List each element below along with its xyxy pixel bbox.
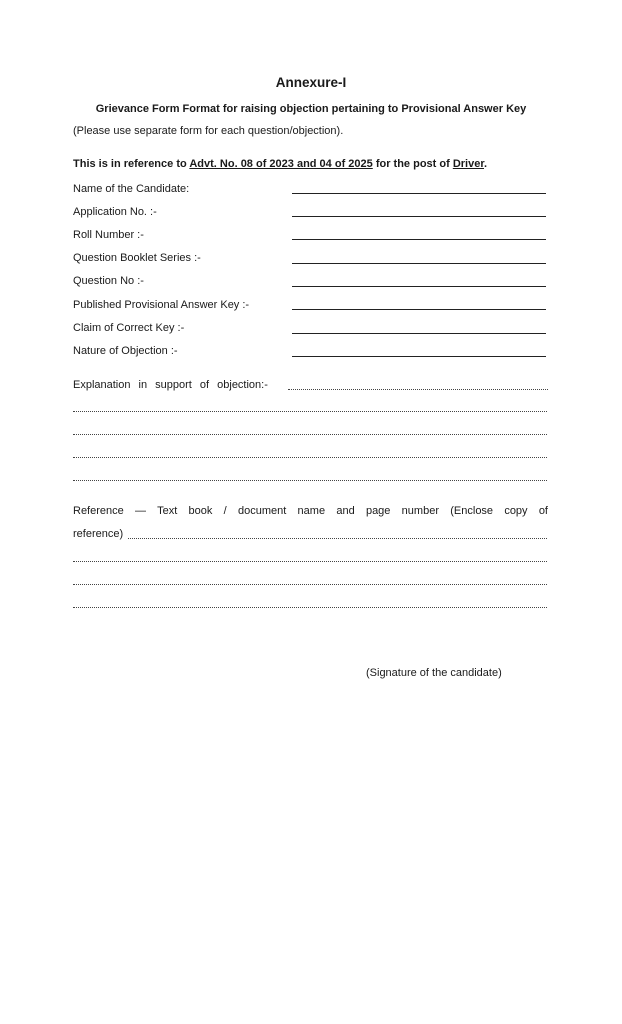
field-label-correct-key: Claim of Correct Key :- (73, 322, 185, 334)
reference-prefix: This is in reference to (73, 158, 190, 170)
reference-line-3[interactable] (73, 584, 547, 585)
explanation-line-3[interactable] (73, 434, 547, 435)
field-label-nature-objection: Nature of Objection :- (73, 345, 178, 357)
reference-line-4[interactable] (73, 607, 547, 608)
field-line-candidate-name[interactable] (292, 193, 546, 194)
post-name: Driver (452, 158, 485, 170)
explanation-line-2[interactable] (73, 411, 547, 412)
explanation-line-5[interactable] (73, 480, 547, 481)
reference-suffix: . (484, 158, 488, 170)
reference-statement (73, 158, 487, 170)
field-label-booklet-series: Question Booklet Series :- (73, 252, 201, 264)
field-label-roll-number: Roll Number :- (73, 229, 144, 241)
reference-middle: for the post of (372, 158, 453, 170)
reference-label-cont: reference) (73, 528, 124, 540)
advertisement-number: Advt. No. 08 of 2023 and 04 of 2025 (189, 158, 373, 170)
explanation-line-4[interactable] (73, 457, 547, 458)
field-line-question-no[interactable] (292, 286, 546, 287)
field-label-provisional-key: Published Provisional Answer Key :- (73, 299, 250, 311)
form-note: (Please use separate form for each question/objection). (73, 125, 344, 137)
form-subtitle: Grievance Form Format for raising objection pertaining to Provisional Answer Key (95, 103, 527, 115)
reference-label: Reference — Text book / document name and page number (Enclose copy of (73, 505, 548, 517)
explanation-label: Explanation in support of objection:- (73, 379, 268, 391)
page-title: Annexure-I (275, 75, 347, 90)
reference-line-2[interactable] (73, 561, 547, 562)
field-line-application-no[interactable] (292, 216, 546, 217)
field-line-correct-key[interactable] (292, 333, 546, 334)
field-line-booklet-series[interactable] (292, 263, 546, 264)
reference-line-1[interactable] (128, 538, 547, 539)
field-line-provisional-key[interactable] (292, 309, 546, 310)
field-label-question-no: Question No :- (73, 275, 144, 287)
field-line-roll-number[interactable] (292, 239, 546, 240)
field-label-application-no: Application No. :- (73, 206, 157, 218)
explanation-line-1[interactable] (288, 389, 548, 390)
signature-label: (Signature of the candidate) (366, 667, 502, 679)
field-label-candidate-name: Name of the Candidate: (73, 183, 190, 195)
field-line-nature-objection[interactable] (292, 356, 546, 357)
